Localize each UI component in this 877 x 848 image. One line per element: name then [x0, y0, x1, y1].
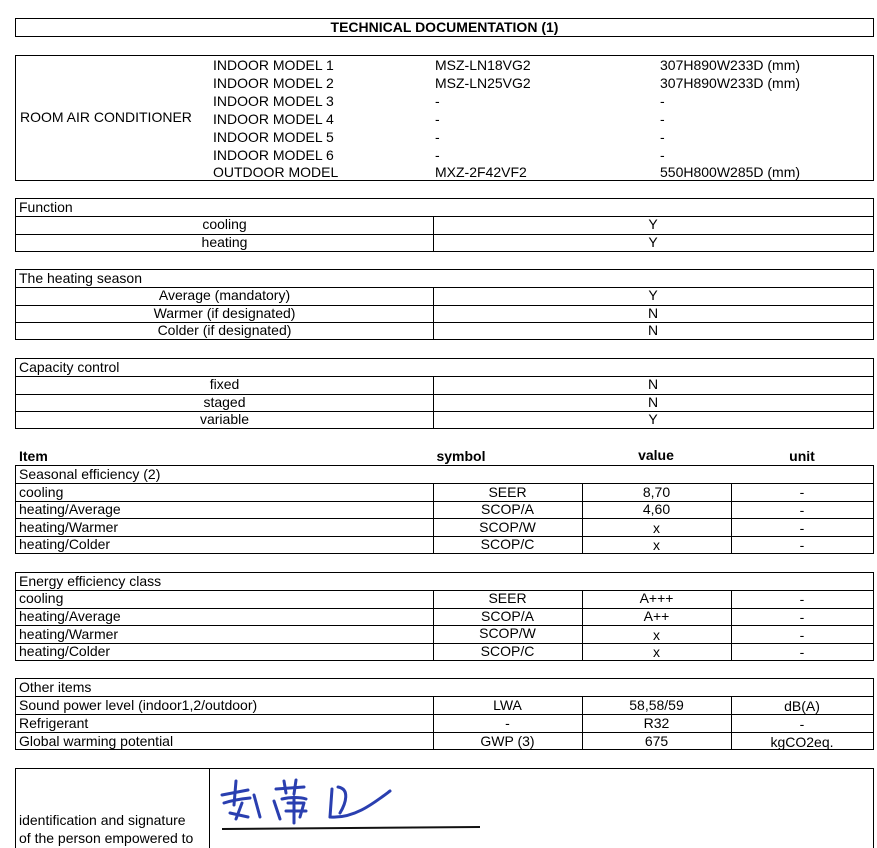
heating-season-row-value: N [647, 322, 659, 338]
oi-row-value: 58,58/59 [629, 697, 684, 713]
ec-row-unit: - [799, 627, 805, 643]
model-code: - [435, 147, 440, 163]
function-header: Function [19, 199, 73, 215]
model-dims: - [660, 147, 665, 163]
ec-row-item: heating/Average [19, 608, 121, 624]
heating-season-header: The heating season [19, 270, 142, 286]
signature-box [15, 768, 874, 848]
col-header-unit: unit [789, 448, 815, 464]
se-row-item: cooling [19, 484, 64, 500]
title-box [15, 18, 874, 37]
model-code: MSZ-LN18VG2 [435, 57, 531, 73]
ec-row-unit: - [799, 644, 805, 660]
function-row-value: Y [648, 234, 658, 250]
se-row-symbol: SEER [488, 484, 527, 500]
capacity-row-value: N [647, 376, 659, 392]
room-ac-label: ROOM AIR CONDITIONER [20, 109, 192, 125]
capacity-control-table [15, 358, 874, 429]
se-row-symbol: SCOP/W [479, 519, 536, 535]
se-row-unit: - [799, 502, 805, 518]
seasonal-efficiency-header: Seasonal efficiency (2) [19, 466, 161, 482]
model-code: - [435, 129, 440, 145]
capacity-row-label: staged [203, 394, 246, 410]
oi-row-item: Sound power level (indoor1,2/outdoor) [19, 697, 258, 713]
ec-row-item: cooling [19, 590, 64, 606]
oi-row-unit: kgCO2eq. [770, 734, 834, 750]
oi-row-symbol: GWP (3) [480, 733, 535, 749]
model-dims: 550H800W285D (mm) [660, 164, 801, 180]
se-row-value: x [653, 537, 660, 553]
se-row-symbol: SCOP/C [480, 536, 535, 552]
se-row-unit: - [799, 484, 805, 500]
se-row-unit: - [799, 537, 805, 553]
function-table [15, 198, 874, 252]
col-header-value: value [638, 447, 674, 463]
function-row-label: heating [201, 234, 248, 250]
signature-label-line1: identification and signature [19, 812, 186, 828]
ec-row-symbol: SCOP/C [480, 643, 535, 659]
capacity-row-value: N [647, 394, 659, 410]
se-row-value: 4,60 [642, 501, 671, 517]
oi-row-symbol: LWA [493, 697, 522, 713]
ec-row-value: A+++ [639, 590, 674, 606]
heating-season-row-label: Colder (if designated) [157, 322, 292, 338]
se-row-item: heating/Average [19, 501, 121, 517]
capacity-row-label: variable [199, 411, 250, 427]
other-items-table [15, 678, 874, 750]
function-row-label: cooling [202, 216, 247, 232]
model-label: OUTDOOR MODEL [213, 164, 339, 180]
capacity-control-header: Capacity control [19, 359, 120, 375]
energy-class-header: Energy efficiency class [19, 573, 162, 589]
signature-label-line2: of the person empowered to [19, 830, 194, 846]
se-row-symbol: SCOP/A [481, 501, 534, 517]
se-row-unit: - [799, 520, 805, 536]
oi-row-symbol: - [505, 715, 510, 731]
model-code: MXZ-2F42VF2 [435, 164, 527, 180]
other-items-header: Other items [19, 679, 92, 695]
ec-row-item: heating/Warmer [19, 626, 119, 642]
se-row-value: 8,70 [642, 484, 671, 500]
model-label: INDOOR MODEL 1 [213, 57, 334, 73]
model-code: - [435, 93, 440, 109]
model-dims: - [660, 111, 665, 127]
heating-season-row-value: N [647, 305, 659, 321]
model-label: INDOOR MODEL 5 [213, 129, 334, 145]
model-code: MSZ-LN25VG2 [435, 75, 531, 91]
se-row-item: heating/Colder [19, 536, 111, 552]
handwritten-signature [214, 773, 484, 835]
oi-row-item: Refrigerant [19, 715, 89, 731]
model-dims: 307H890W233D (mm) [660, 75, 801, 91]
capacity-row-value: Y [648, 411, 658, 427]
capacity-row-label: fixed [209, 376, 240, 392]
model-label: INDOOR MODEL 2 [213, 75, 334, 91]
ec-row-unit: - [799, 609, 805, 625]
energy-class-table [15, 572, 874, 661]
se-row-item: heating/Warmer [19, 519, 119, 535]
se-row-value: x [653, 520, 660, 536]
model-dims: - [660, 129, 665, 145]
model-code: - [435, 111, 440, 127]
heating-season-table [15, 269, 874, 340]
oi-row-value: R32 [643, 715, 670, 731]
ec-row-symbol: SCOP/W [479, 625, 536, 641]
ec-row-value: x [653, 644, 660, 660]
col-header-symbol: symbol [436, 448, 486, 464]
ec-row-symbol: SEER [488, 590, 527, 606]
model-dims: - [660, 93, 665, 109]
model-label: INDOOR MODEL 3 [213, 93, 334, 109]
heating-season-row-label: Warmer (if designated) [153, 305, 296, 321]
model-dims: 307H890W233D (mm) [660, 57, 801, 73]
model-label: INDOOR MODEL 4 [213, 111, 334, 127]
col-header-item: Item [19, 448, 48, 464]
ec-row-value: x [653, 627, 660, 643]
models-table [15, 55, 874, 181]
document-title: TECHNICAL DOCUMENTATION (1) [330, 19, 559, 35]
ec-row-item: heating/Colder [19, 643, 111, 659]
oi-row-value: 675 [644, 733, 669, 749]
oi-row-item: Global warming potential [19, 733, 174, 749]
heating-season-row-value: Y [648, 287, 658, 303]
ec-row-unit: - [799, 591, 805, 607]
model-label: INDOOR MODEL 6 [213, 147, 334, 163]
ec-row-symbol: SCOP/A [481, 608, 534, 624]
oi-row-unit: - [799, 716, 805, 732]
function-row-value: Y [648, 216, 658, 232]
seasonal-efficiency-table [15, 465, 874, 554]
heating-season-row-label: Average (mandatory) [158, 287, 291, 303]
ec-row-value: A++ [643, 608, 670, 624]
oi-row-unit: dB(A) [784, 698, 820, 714]
